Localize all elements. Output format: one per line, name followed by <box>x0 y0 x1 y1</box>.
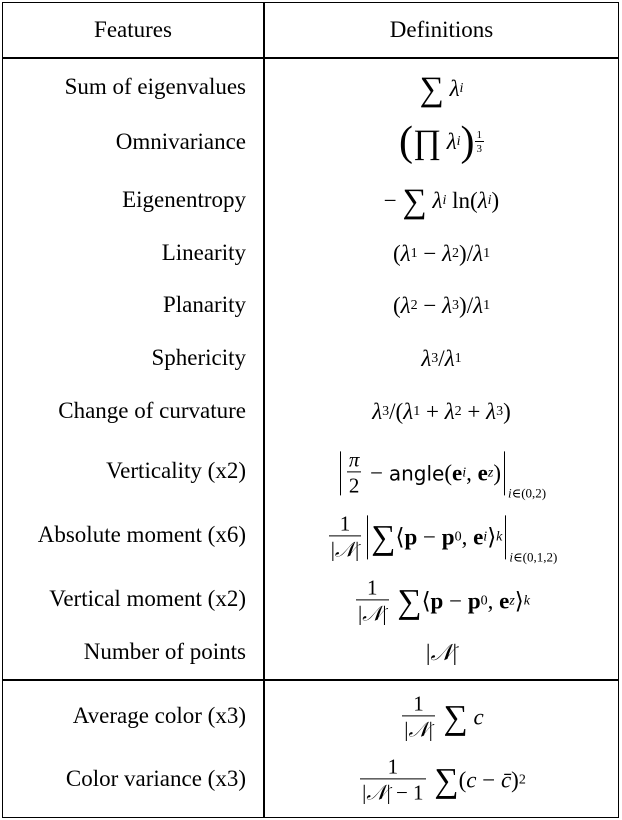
feature-planarity: Planarity <box>162 292 246 317</box>
feature-sphericity: Sphericity <box>151 345 246 370</box>
feature-vertical-moment: Vertical moment (x2) <box>49 586 246 611</box>
definition-planarity: ( λ 2 − λ 3 )/ λ 1 <box>392 293 491 318</box>
feature-number-of-points: Number of points <box>83 639 246 664</box>
definition-average-color: $\frac{1}{\text{|𝒩|}}$ ∑ c <box>404 691 484 742</box>
feature-color-variance: Color variance (x3) <box>65 766 246 791</box>
feature-verticality: Verticality (x2) <box>106 458 246 483</box>
header-definitions: Definitions <box>389 17 494 42</box>
definition-eigenentropy: − ∑ λ i ln( λ i ) <box>383 183 500 220</box>
definition-omnivariance: ( ∏ λ i ) $\frac{1}{3}$ <box>398 119 483 165</box>
feature-omnivariance: Omnivariance <box>115 129 246 154</box>
feature-change-of-curvature: Change of curvature <box>58 398 246 423</box>
section-rule <box>3 679 618 681</box>
definition-sum-of-eigenvalues: ∑ λ i <box>419 71 464 108</box>
feature-sum-of-eigenvalues: Sum of eigenvalues <box>64 74 246 99</box>
definition-vertical-moment: $\frac{1}{\text{|𝒩|}}$ ∑ ⟨ p − p 0 , e z ⟩ k <box>358 575 530 626</box>
definition-change-of-curvature: λ 3 /( λ 1 + λ 2 + λ 3 ) <box>372 399 511 424</box>
header-rule <box>3 57 618 59</box>
features-table <box>2 2 619 818</box>
definition-color-variance: $\frac{1}{\text{|𝒩| − 1}}$ ∑ ( c − c̄ ) 2 <box>362 754 526 805</box>
feature-absolute-moment: Absolute moment (x6) <box>37 522 246 547</box>
feature-average-color: Average color (x3) <box>72 703 246 728</box>
definition-absolute-moment: $\frac{1}{\text{|𝒩|}}$ ∑ ⟨ p − p 0 , e i ⟩ k i∈(0,1,2) <box>330 511 558 565</box>
feature-eigenentropy: Eigenentropy <box>122 187 246 212</box>
definition-verticality: $\frac{\pi}{2}$ − angle ( e i , e z ) i∈(0,2) <box>263 448 620 497</box>
feature-linearity: Linearity <box>161 240 246 265</box>
definition-number-of-points: | 𝒩 | <box>425 640 458 665</box>
header-features: Features <box>94 17 172 42</box>
definition-linearity: ( λ 1 − λ 2 )/ λ 1 <box>392 241 491 266</box>
definition-sphericity: λ 3 / λ 1 <box>421 346 462 371</box>
